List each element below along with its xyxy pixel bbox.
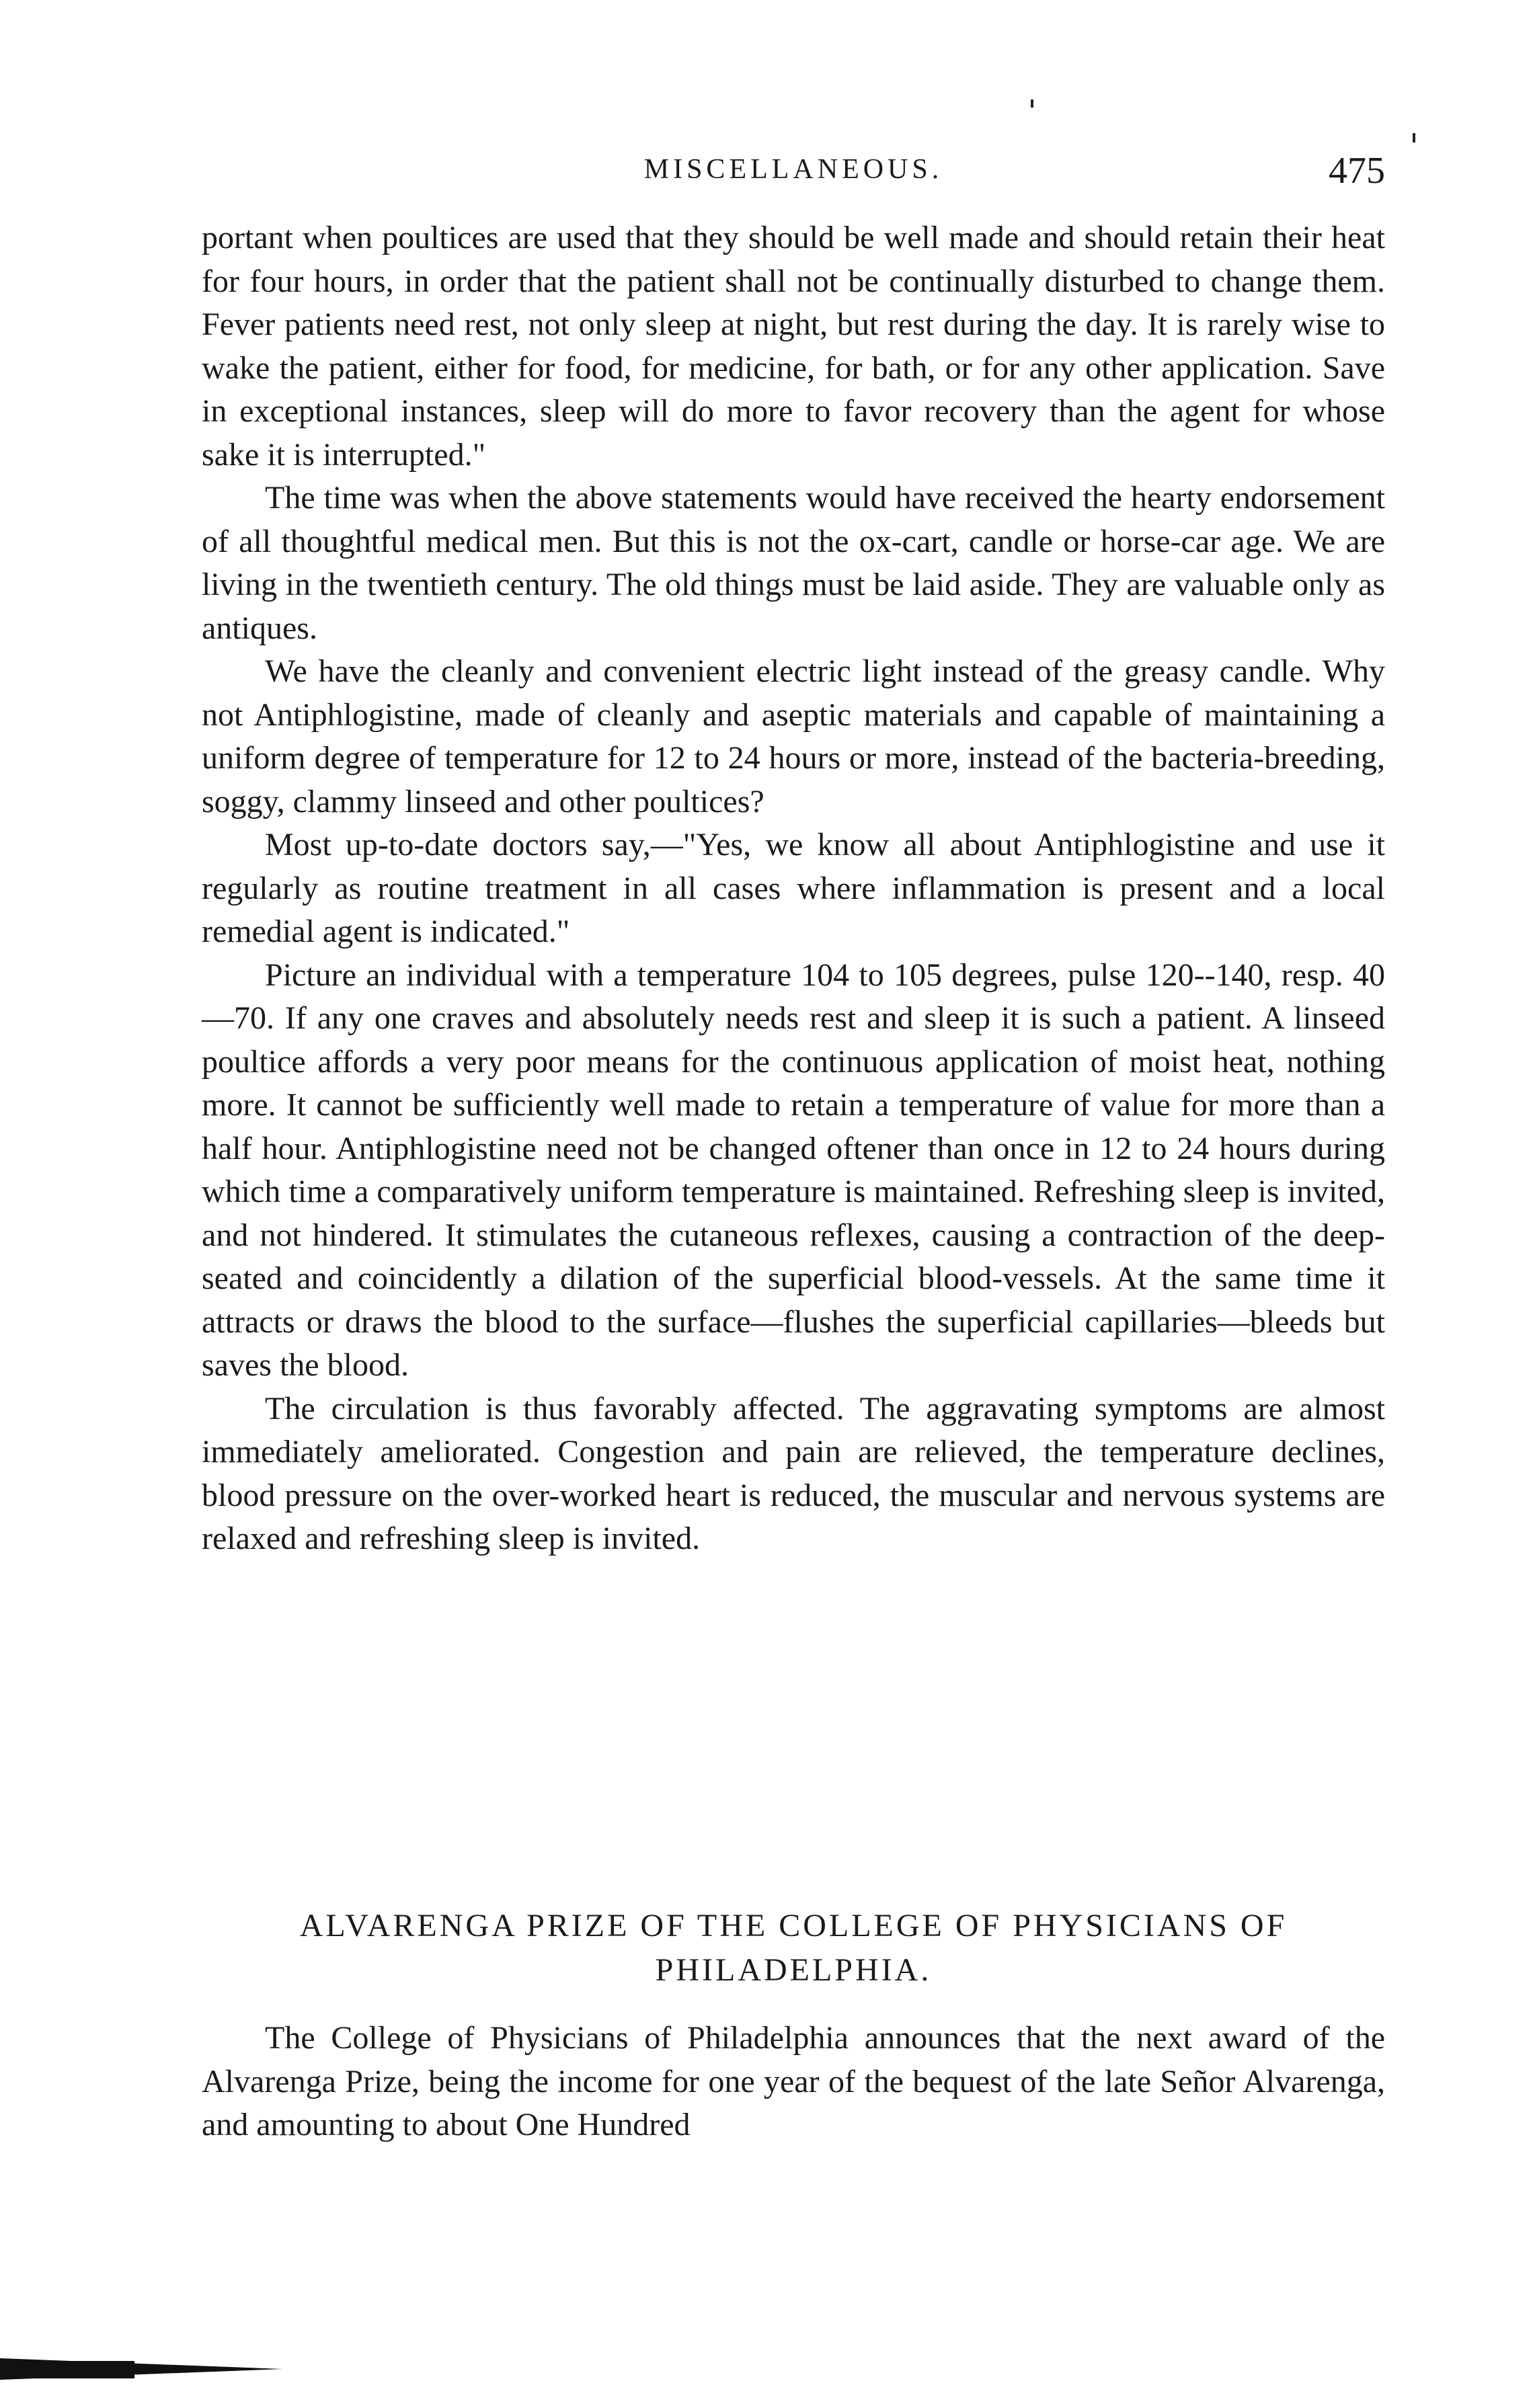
paragraph: The College of Physicians of Philadelphia announces that the next award of the Alvarenga Prize, being the income for one year of the bequest of the late Señor Alvarenga, and amounting to about One Hundred: [202, 2020, 1385, 2142]
paragraph: We have the cleanly and convenient electric light instead of the greasy candle. Why not Antiphlogistine, made of cleanly and aseptic materials and capable of maintaining a uniform degree of temperature for 12 to 24 hours or more, instead of the bacteria-breeding, soggy, clammy linseed and other poultices?: [202, 653, 1385, 819]
running-head: [202, 150, 1385, 207]
paragraph: portant when poultices are used that they should be well made and should retain their heat for four hours, in order that the patient shall not be continually disturbed to change them. Fever patients need rest, not only sleep at night, but rest during the day. It is rarely wise to wake the patient, either for food, for medicine, for bath, or for any other application. Save in exceptional instances, sleep will do more to favor recovery than the agent for whose sake it is interrupted.": [202, 220, 1385, 473]
scan-edge-bar: [0, 2361, 134, 2378]
print-speck: [1031, 99, 1033, 108]
section-heading: [202, 1904, 1385, 1993]
body-text: [202, 216, 1385, 1561]
section-heading-line: PHILADELPHIA.: [655, 1952, 932, 1988]
section-text: [202, 2017, 1385, 2147]
paragraph: Most up-to-date doctors say,—"Yes, we know all about Antiphlogistine and use it regularly as routine treatment in all cases where inflammation is present and a local remedial agent is indicated.": [202, 827, 1385, 949]
paragraph: The circulation is thus favorably affected. The aggravating symptoms are almost immediately ameliorated. Congestion and pain are relieved, the temperature declines, blood pressure on the over-worked heart is reduced, the muscular and nervous systems are relaxed and refreshing sleep is invited.: [202, 1390, 1385, 1556]
section-heading-line: ALVARENGA PRIZE OF THE COLLEGE OF PHYSICIANS OF: [299, 1908, 1288, 1943]
print-speck: [1413, 133, 1415, 143]
page-number: 475: [1329, 150, 1385, 192]
paragraph: Picture an individual with a temperature 104 to 105 degrees, pulse 120--140, resp. 40—70. If any one craves and absolutely needs rest and sleep it is such a patient. A linseed poultice affords a very poor means for the continuous application of moist heat, nothing more. It cannot be sufficiently well made to retain a temperature of value for more than a half hour. Antiphlogistine need not be changed oftener than once in 12 to 24 hours during which time a comparatively uniform temperature is maintained. Refreshing sleep is invited, and not hindered. It stimulates the cutaneous reflexes, causing a contraction of the deep-seated and coincidently a dilation of the superficial blood-vessels. At the same time it attracts or draws the blood to the surface—flushes the superficial capillaries—bleeds but saves the blood.: [202, 957, 1385, 1383]
paragraph: The time was when the above statements would have received the hearty endorsement of all thoughtful medical men. But this is not the ox-cart, candle or horse-car age. We are living in the twentieth century. The old things must be laid aside. They are valuable only as antiques.: [202, 480, 1385, 646]
running-title: MISCELLANEOUS.: [643, 154, 943, 185]
